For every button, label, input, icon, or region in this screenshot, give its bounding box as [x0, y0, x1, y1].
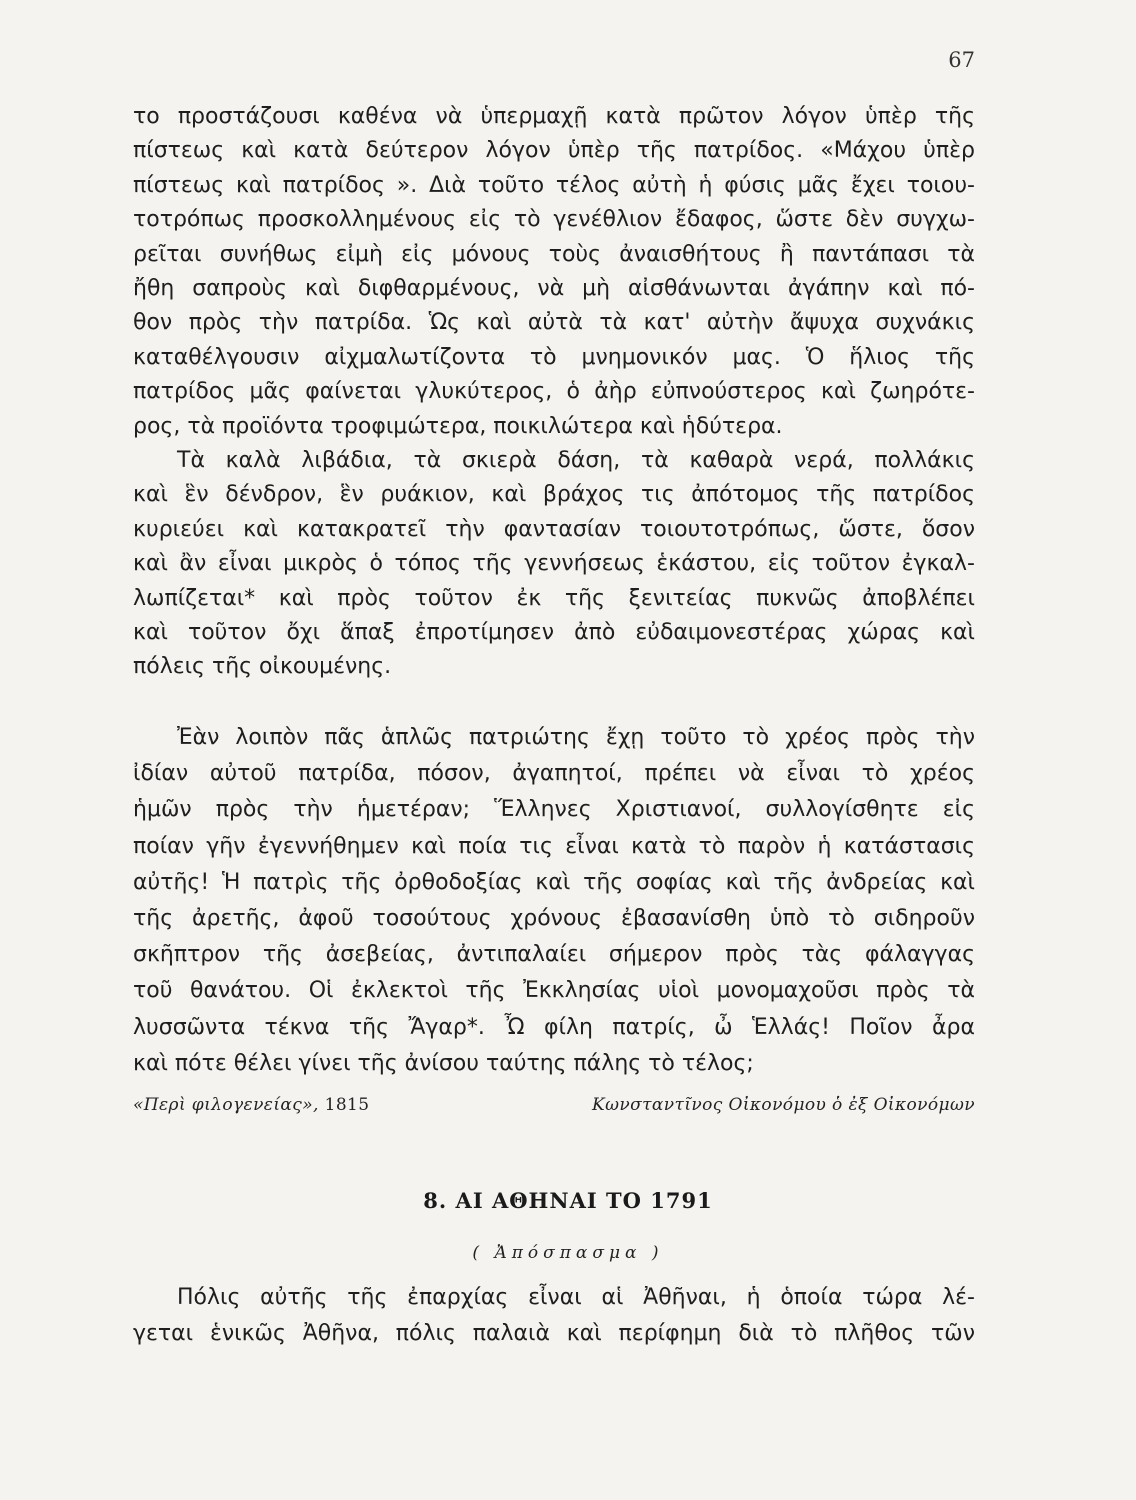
paragraph-4: [133, 1280, 975, 1352]
text-line: πατρίδος μᾶς φαίνεται γλυκύτερος, ὁ ἀὴρ εὐπνούστερος καὶ ζωηρότε-: [133, 379, 975, 405]
text-line: τῆς ἀρετῆς, ἀφοῦ τοσούτους χρόνους ἐβασανίσθη ὑπὸ τὸ σιδηροῦν: [133, 905, 975, 931]
text-line: θον πρὸς τὴν πατρίδα. Ὡς καὶ αὐτὰ τὰ κατ' αὐτὴν ἄψυχα συχνάκις: [133, 310, 975, 336]
text-line: λωπίζεται* καὶ πρὸς τοῦτον ἐκ τῆς ξενιτείας πυκνῶς ἀποβλέπει: [133, 585, 975, 611]
section-subtitle: ( Ἀπόσπασμα ): [472, 1243, 664, 1263]
text-line: γεται ἑνικῶς Ἀθῆνα, πόλις παλαιὰ καὶ περίφημη διὰ τὸ πλῆθος τῶν: [133, 1321, 975, 1346]
section-heading: 8. ΑΙ ΑΘΗΝΑΙ ΤΟ 1791: [423, 1188, 713, 1213]
text-line: καὶ ἂν εἶναι μικρὸς ὁ τόπος τῆς γεννήσεως ἑκάστου, εἰς τοῦτον ἐγκαλ-: [133, 551, 975, 577]
source-work-title: «Περὶ φιλογενείας»,: [133, 1095, 319, 1115]
text-line: Ἐὰν λοιπὸν πᾶς ἁπλῶς πατριώτης ἔχῃ τοῦτο τὸ χρέος πρὸς τὴν: [177, 725, 975, 750]
text-line: τοτρόπως προσκολλημένους εἰς τὸ γενέθλιον ἔδαφος, ὥστε δὲν συγχω-: [133, 207, 975, 233]
source-year: 1815: [324, 1095, 370, 1115]
text-line: ρος, τὰ προϊόντα τροφιμώτερα, ποικιλώτερα καὶ ἡδύτερα.: [133, 413, 783, 439]
text-line: λυσσῶντα τέκνα τῆς Ἄγαρ*. Ὦ φίλη πατρίς, ὦ Ἑλλάς! Ποῖον ἆρα: [133, 1014, 975, 1040]
text-line: πίστεως καὶ κατὰ δεύτερον λόγον ὑπὲρ τῆς πατρίδος. «Μάχου ὑπὲρ: [133, 138, 975, 164]
text-line: καὶ πότε θέλει γίνει τῆς ἀνίσου ταύτης πάλης τὸ τέλος;: [133, 1050, 754, 1076]
source-citation: [133, 1095, 975, 1127]
text-line: το προστάζουσι καθένα νὰ ὑπερμαχῇ κατὰ πρῶτον λόγον ὑπὲρ τῆς: [133, 104, 975, 129]
source-author: Κωνσταντῖνος Οἰκονόμου ὁ ἐξ Οἰκονόμων: [592, 1095, 975, 1115]
text-line: Τὰ καλὰ λιβάδια, τὰ σκιερὰ δάση, τὰ καθαρὰ νερά, πολλάκις: [177, 448, 975, 473]
source-work: [133, 1095, 370, 1115]
text-line: σκῆπτρον τῆς ἀσεβείας, ἀντιπαλαίει σήμερον πρὸς τὰς φάλαγγας: [133, 942, 975, 968]
text-line: πίστεως καὶ πατρίδος ». Διὰ τοῦτο τέλος αὐτὴ ἡ φύσις μᾶς ἔχει τοιου-: [133, 172, 975, 198]
text-line: αὐτῆς! Ἡ πατρὶς τῆς ὀρθοδοξίας καὶ τῆς σοφίας καὶ τῆς ἀνδρείας καὶ: [133, 869, 975, 895]
text-line: καὶ τοῦτον ὄχι ἅπαξ ἐπροτίμησεν ἀπὸ εὐδαιμονεστέρας χώρας καὶ: [133, 619, 975, 645]
text-line: πόλεις τῆς οἰκουμένης.: [133, 654, 392, 680]
text-line: ρεῖται συνήθως εἰμὴ εἰς μόνους τοὺς ἀναισθήτους ἢ παντάπασι τὰ: [133, 241, 975, 267]
paragraph-3: [133, 720, 975, 1082]
text-line: καὶ ἓν δένδρον, ἓν ρυάκιον, καὶ βράχος τις ἀπότομος τῆς πατρίδος: [133, 482, 975, 508]
text-line: κυριεύει καὶ κατακρατεῖ τὴν φαντασίαν τοιουτοτρόπως, ὥστε, ὅσον: [133, 516, 975, 542]
text-line: Πόλις αὐτῆς τῆς ἐπαρχίας εἶναι αἱ Ἀθῆναι, ἡ ὁποία τώρα λέ-: [177, 1285, 975, 1310]
page-number: 67: [948, 48, 975, 72]
text-line: καταθέλγουσιν αἰχμαλωτίζοντα τὸ μνημονικόν μας. Ὁ ἥλιος τῆς: [133, 344, 975, 370]
text-line: ἤθη σαπροὺς καὶ διφθαρμένους, νὰ μὴ αἰσθάνωνται ἀγάπην καὶ πό-: [133, 275, 975, 301]
paragraph-2: [133, 444, 975, 685]
text-line: ποίαν γῆν ἐγεννήθημεν καὶ ποία τις εἶναι κατὰ τὸ παρὸν ἡ κατάστασις: [133, 833, 975, 859]
text-line: τοῦ θανάτου. Οἱ ἐκλεκτοὶ τῆς Ἐκκλησίας υἱοὶ μονομαχοῦσι πρὸς τὰ: [133, 978, 975, 1004]
text-line: ἡμῶν πρὸς τὴν ἡμετέραν; Ἕλληνες Χριστιανοί, συλλογίσθητε εἰς: [133, 797, 975, 823]
text-line: ἰδίαν αὐτοῦ πατρίδα, πόσον, ἀγαπητοί, πρέπει νὰ εἶναι τὸ χρέος: [133, 761, 975, 787]
paragraph-1: [133, 100, 975, 444]
